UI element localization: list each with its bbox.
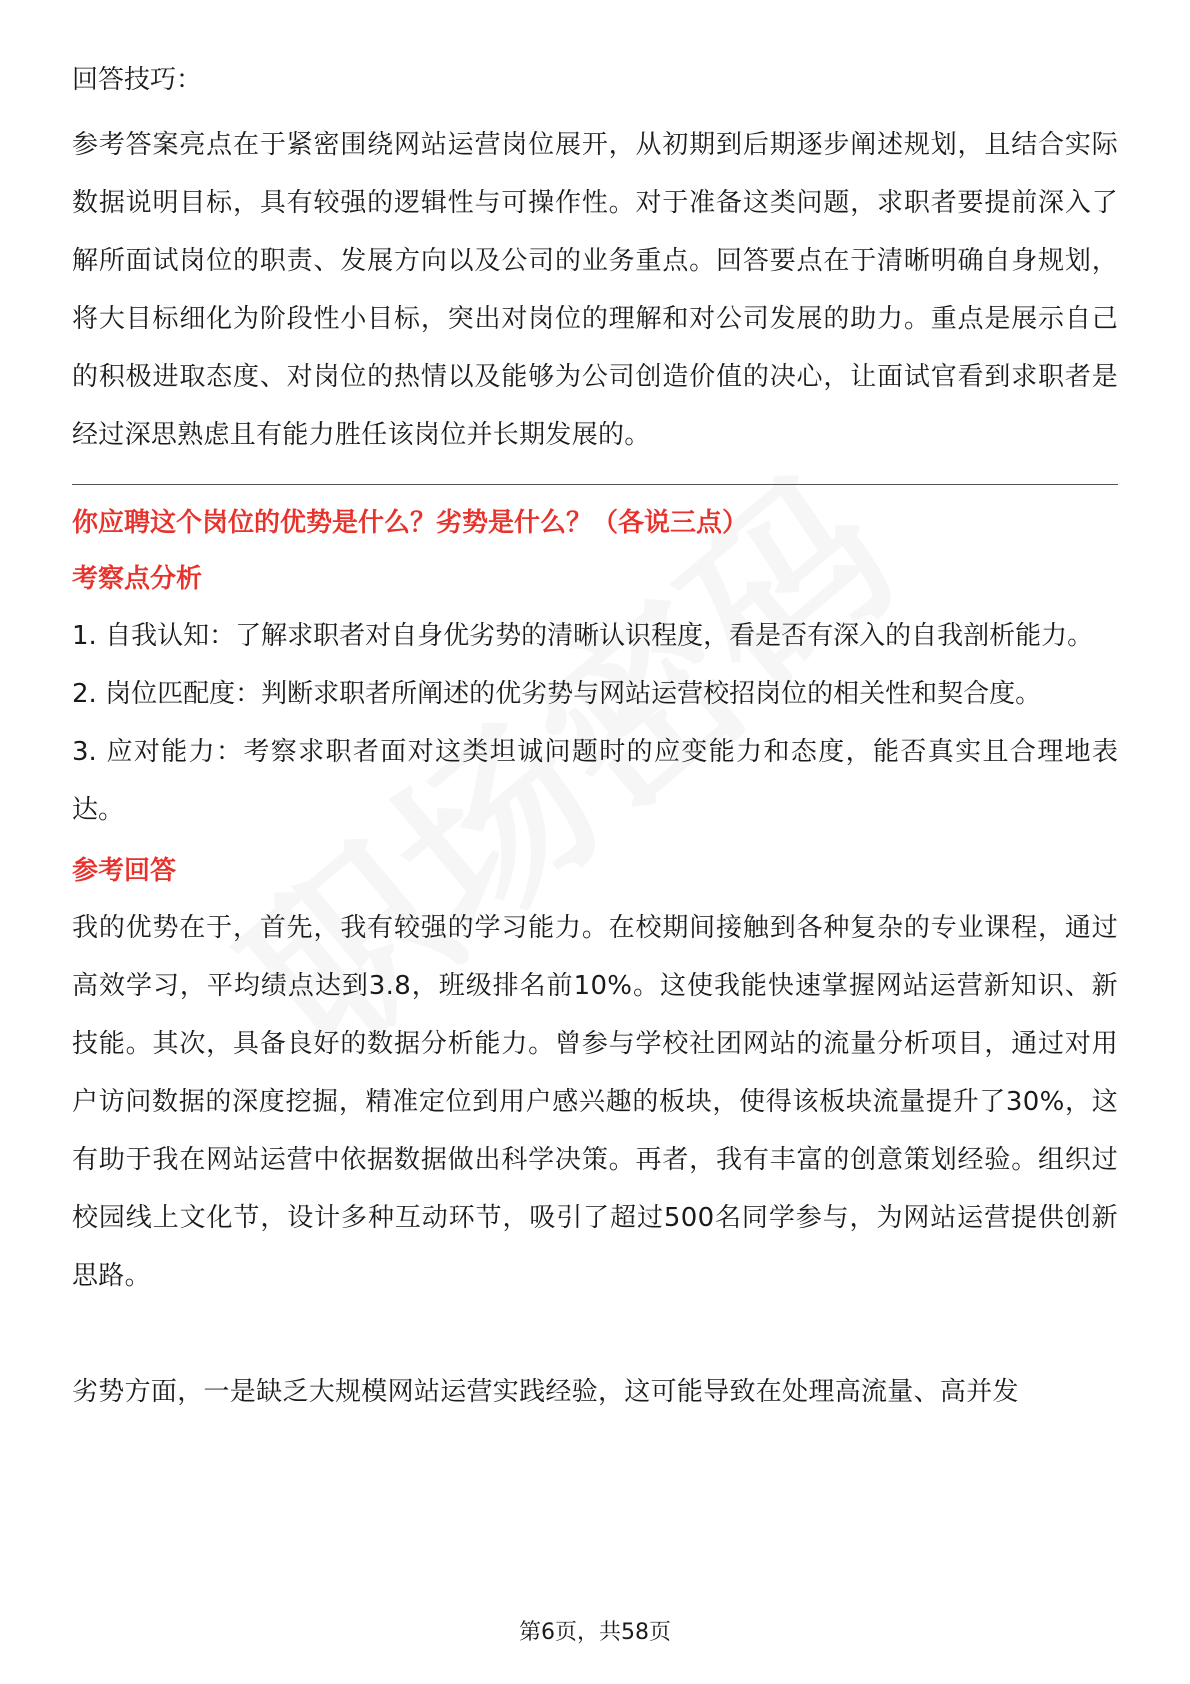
analysis-item-1: 1. 自我认知：了解求职者对自身优劣势的清晰认识程度，看是否有深入的自我剖析能力。 (72, 621, 1094, 651)
analysis-item-2: 2. 岗位匹配度：判断求职者所阐述的优劣势与网站运营校招岗位的相关性和契合度。 (72, 679, 1042, 709)
reference-paragraph-weaknesses: 劣势方面，一是缺乏大规模网站运营实践经验，这可能导致在处理高流量、高并发 (72, 1377, 1019, 1407)
section-divider (72, 484, 1118, 485)
analysis-item-3: 3. 应对能力：考察求职者面对这类坦诚问题时的应变能力和态度，能否真实且合理地表达。 (72, 737, 1118, 825)
document-page (72, 62, 1118, 1421)
page-number-footer: 第6页，共58页 (519, 1620, 671, 1645)
reference-heading: 参考回答 (72, 856, 177, 886)
answer-tips-label: 回答技巧： (72, 65, 203, 95)
reference-paragraph-strengths: 我的优势在于，首先，我有较强的学习能力。在校期间接触到各种复杂的专业课程，通过高效学习，平均绩点达到3.8，班级排名前10%。这使我能快速掌握网站运营新知识、新技能。其次，具备良好的数据分析能力。曾参与学校社团网站的流量分析项目，通过对用户访问数据的深度挖掘，精准定位到用户感兴趣的板块，使得该板块流量提升了30%，这有助于我在网站运营中依据数据做出科学决策。再者，我有丰富的创意策划经验。组织过校园线上文化节，设计多种互动环节，吸引了超过500名同学参与，为网站运营提供创新思路。 (72, 913, 1118, 1291)
answer-tips-text: 参考答案亮点在于紧密围绕网站运营岗位展开，从初期到后期逐步阐述规划，且结合实际数据说明目标，具有较强的逻辑性与可操作性。对于准备这类问题，求职者要提前深入了解所面试岗位的职责、发展方向以及公司的业务重点。回答要点在于清晰明确自身规划，将大目标细化为阶段性小目标，突出对岗位的理解和对公司发展的助力。重点是展示自己的积极进取态度、对岗位的热情以及能够为公司创造价值的决心，让面试官看到求职者是经过深思熟虑且有能力胜任该岗位并长期发展的。 (72, 130, 1118, 450)
question-title: 你应聘这个岗位的优势是什么？劣势是什么？（各说三点） (72, 508, 749, 538)
paragraph-spacer (72, 1305, 1118, 1363)
analysis-heading: 考察点分析 (72, 564, 203, 594)
